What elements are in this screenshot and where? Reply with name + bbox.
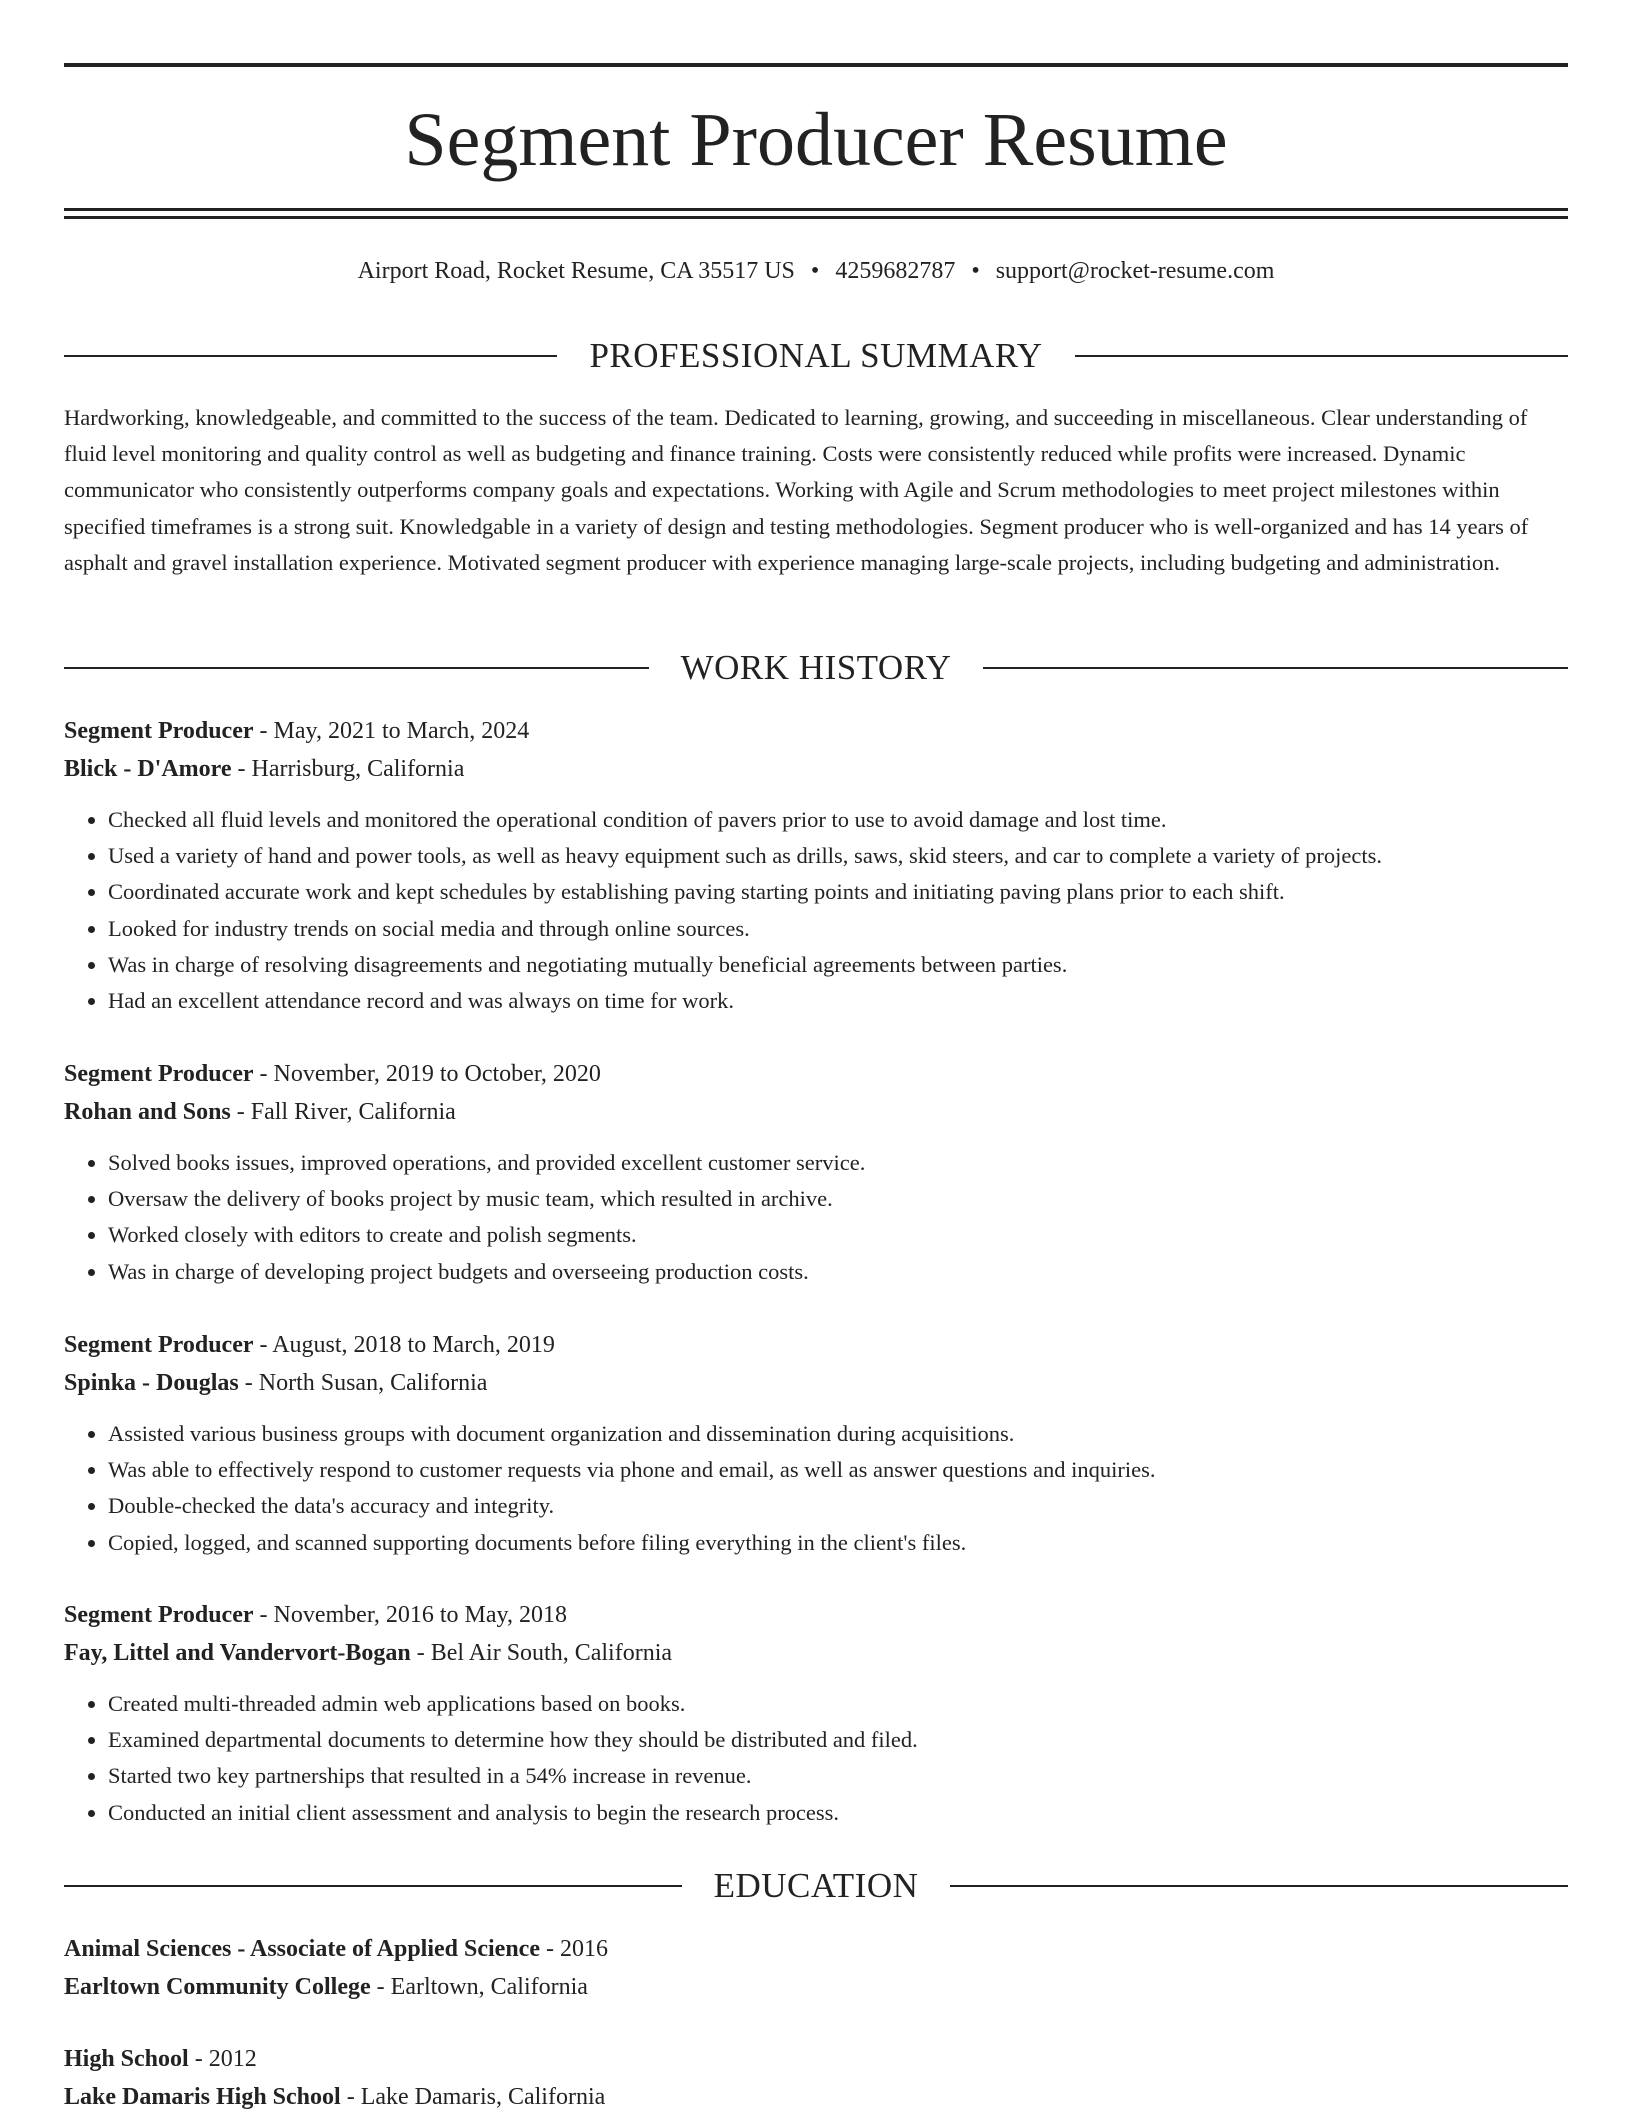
heading-rule — [64, 667, 649, 669]
section-title: PROFESSIONAL SUMMARY — [589, 336, 1043, 375]
section-title: WORK HISTORY — [680, 648, 952, 687]
school-line: Earltown Community College - Earltown, California — [64, 1974, 588, 2000]
header-bottom-rule — [64, 216, 1568, 219]
job-entry — [64, 1596, 1568, 1831]
section-title: EDUCATION — [713, 1866, 919, 1905]
job-bullet: • Was able to effectively respond to customer requests via phone and email, as well as answer questions and inquiries. — [108, 1452, 1568, 1488]
job-bullet: • Coordinated accurate work and kept schedules by establishing paving starting points and initiating paving plans prior to each shift. — [108, 874, 1568, 910]
page-title: Segment Producer Resume — [404, 98, 1228, 182]
job-bullets — [64, 1686, 1568, 1831]
job-title-line: Segment Producer - August, 2018 to March, 2019 — [64, 1332, 555, 1358]
job-bullet: • Examined departmental documents to determine how they should be distributed and filed. — [108, 1722, 1568, 1758]
job-company-line: Blick - D'Amore - Harrisburg, California — [64, 756, 465, 782]
job-bullet: • Solved books issues, improved operations, and provided excellent customer service. — [108, 1145, 1568, 1181]
job-company: Rohan and Sons — [64, 1099, 231, 1125]
job-bullet: • Double-checked the data's accuracy and integrity. — [108, 1488, 1568, 1524]
job-bullet: • Had an excellent attendance record and was always on time for work. — [108, 983, 1568, 1019]
job-location: Fall River, California — [250, 1099, 456, 1125]
job-title-line: Segment Producer - November, 2016 to May, 2018 — [64, 1602, 567, 1628]
contact-separator: • — [810, 258, 820, 284]
degree: High School — [64, 2046, 189, 2072]
job-bullet: • Was in charge of resolving disagreements and negotiating mutually beneficial agreements between parties. — [108, 947, 1568, 983]
degree-line: Animal Sciences - Associate of Applied Science - 2016 — [64, 1936, 608, 1962]
contact-phone: 4259682787 — [835, 258, 956, 284]
school-location: Earltown, California — [390, 1974, 588, 2000]
summary-text: Hardworking, knowledgeable, and committed to the success of the team. Dedicated to learning, growing, and succeeding in miscellaneous. Clear understanding of fluid level monitoring and quality control as well as budgeting and finance training. Costs were consistently reduced while profits were increased. Dynamic communicator who consistently outperforms company goals and expectations. Working with Agile and Scrum methodologies to meet project milestones within specified timeframes is a strong suit. Knowledgable in a variety of design and testing methodologies. Segment producer who is well-organized and has 14 years of asphalt and gravel installation experience. Motivated segment producer with experience managing large-scale projects, including budgeting and administration. — [64, 405, 1529, 575]
job-dates: May, 2021 to March, 2024 — [273, 718, 530, 744]
graduation-year: 2012 — [208, 2046, 257, 2072]
job-dates: November, 2016 to May, 2018 — [273, 1602, 567, 1628]
job-bullet: • Checked all fluid levels and monitored the operational condition of pavers prior to use to avoid damage and lost time. — [108, 802, 1568, 838]
header-top-rule — [64, 63, 1568, 67]
degree: Animal Sciences - Associate of Applied Science — [64, 1936, 540, 1962]
job-bullet: • Oversaw the delivery of books project by music team, which resulted in archive. — [108, 1181, 1568, 1217]
job-company: Blick - D'Amore — [64, 756, 232, 782]
job-company-line: Rohan and Sons - Fall River, California — [64, 1099, 456, 1125]
school: Earltown Community College — [64, 1974, 371, 2000]
heading-rule — [983, 667, 1568, 669]
job-location: Bel Air South, California — [430, 1640, 673, 1666]
job-bullet: • Copied, logged, and scanned supporting documents before filing everything in the client's files. — [108, 1525, 1568, 1561]
job-location: Harrisburg, California — [251, 756, 465, 782]
section-heading-education — [64, 1864, 1568, 1908]
contact-separator: • — [971, 258, 980, 284]
contact-address: Airport Road, Rocket Resume, CA 35517 US — [357, 258, 795, 284]
job-company: Spinka - Douglas — [64, 1370, 239, 1396]
job-title: Segment Producer — [64, 1332, 254, 1358]
school-location: Lake Damaris, California — [360, 2084, 606, 2110]
job-location: North Susan, California — [258, 1370, 488, 1396]
job-dates: November, 2019 to October, 2020 — [273, 1061, 601, 1087]
job-company: Fay, Littel and Vandervort-Bogan — [64, 1640, 411, 1666]
heading-rule — [64, 1885, 682, 1887]
heading-rule — [1075, 355, 1568, 357]
graduation-year: 2016 — [559, 1936, 608, 1962]
heading-rule — [64, 355, 557, 357]
job-bullets — [64, 802, 1568, 1019]
school-line: Lake Damaris High School - Lake Damaris, California — [64, 2084, 606, 2110]
job-bullet: • Conducted an initial client assessment and analysis to begin the research process. — [108, 1795, 1568, 1831]
degree-line: High School - 2012 — [64, 2046, 257, 2072]
education-entry — [64, 2040, 1568, 2116]
school: Lake Damaris High School — [64, 2084, 341, 2110]
header-bottom-rule — [64, 208, 1568, 211]
education-entry — [64, 1930, 1568, 2006]
job-entry — [64, 1055, 1568, 1290]
job-bullet: • Looked for industry trends on social media and through online sources. — [108, 911, 1568, 947]
job-bullet: • Was in charge of developing project budgets and overseeing production costs. — [108, 1254, 1568, 1290]
job-entry — [64, 712, 1568, 1019]
job-bullet: • Created multi-threaded admin web applications based on books. — [108, 1686, 1568, 1722]
job-bullet: • Worked closely with editors to create and polish segments. — [108, 1217, 1568, 1253]
heading-rule — [950, 1885, 1568, 1887]
job-title-line: Segment Producer - November, 2019 to October, 2020 — [64, 1061, 601, 1087]
section-heading-summary — [64, 334, 1568, 378]
job-title: Segment Producer — [64, 718, 254, 744]
job-title: Segment Producer — [64, 1061, 254, 1087]
job-bullet: • Used a variety of hand and power tools, as well as heavy equipment such as drills, saws, skid steers, and car to complete a variety of projects. — [108, 838, 1568, 874]
job-bullets — [64, 1145, 1568, 1290]
job-company-line: Fay, Littel and Vandervort-Bogan - Bel Air South, California — [64, 1640, 673, 1666]
job-bullets — [64, 1416, 1568, 1561]
job-company-line: Spinka - Douglas - North Susan, California — [64, 1370, 488, 1396]
contact-email: support@rocket-resume.com — [995, 258, 1275, 284]
job-entry — [64, 1326, 1568, 1561]
job-title-line: Segment Producer - May, 2021 to March, 2024 — [64, 718, 530, 744]
job-dates: August, 2018 to March, 2019 — [272, 1332, 555, 1358]
job-bullet: • Started two key partnerships that resulted in a 54% increase in revenue. — [108, 1758, 1568, 1794]
job-bullet: • Assisted various business groups with document organization and dissemination during acquisitions. — [108, 1416, 1568, 1452]
contact-line — [64, 254, 1568, 288]
section-heading-work — [64, 646, 1568, 690]
job-title: Segment Producer — [64, 1602, 254, 1628]
